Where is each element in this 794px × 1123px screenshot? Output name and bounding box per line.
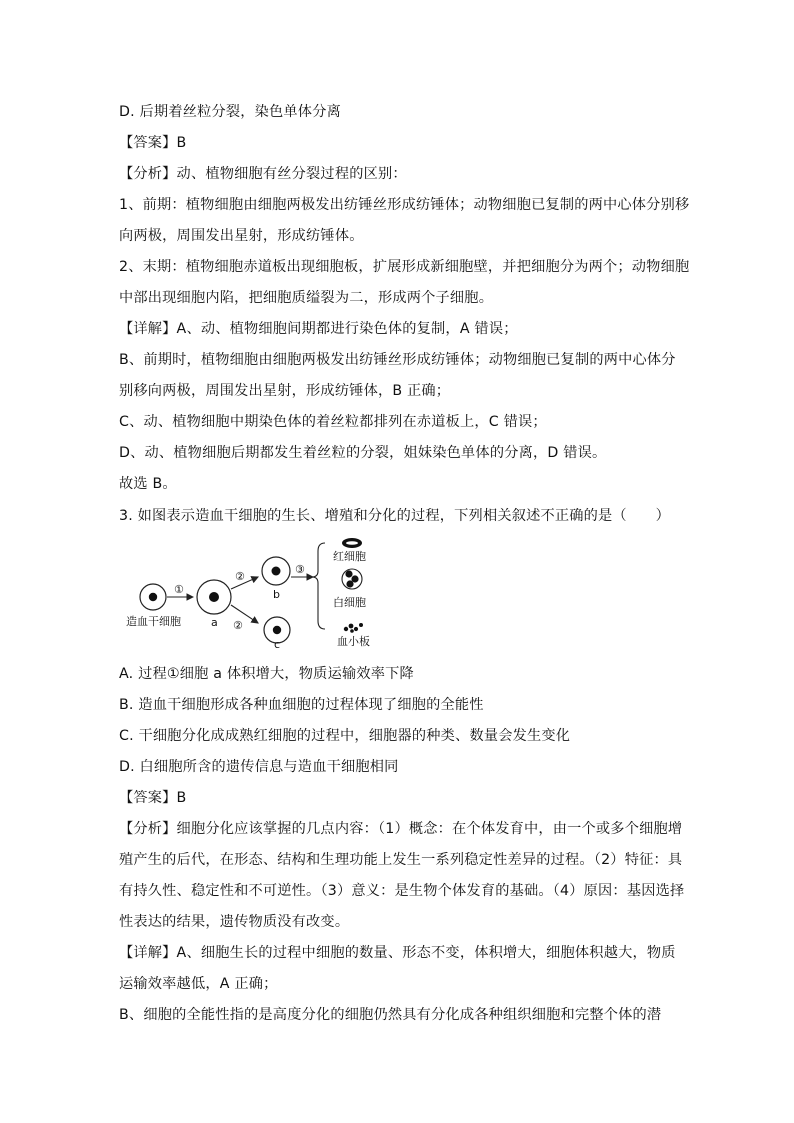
detail-text-line: 【详解】A、动、植物细胞间期都进行染色体的复制，A 错误； [119,321,518,337]
option-a: A. 过程①细胞 a 体积增大，物质运输效率下降 [119,666,414,682]
detail-text-line: 运输效率越低，A 正确； [119,976,278,992]
detail-text-line: C、动、植物细胞中期染色体的着丝粒都排列在赤道板上，C 错误； [119,414,547,430]
answer-label-2: 【答案】B [119,790,187,806]
hematopoiesis-diagram [119,537,399,649]
analysis-text-line: 向两极，周围发出星射，形成纺锤体。 [119,228,364,244]
question-3-stem: 3. 如图表示造血干细胞的生长、增殖和分化的过程，下列相关叙述不正确的是（ ） [119,508,670,524]
platelet-label: 血小板 [337,635,370,648]
red-blood-cell-icon [342,538,362,548]
analysis-heading-1: 【分析】动、植物细胞有丝分裂过程的区别： [119,166,407,182]
option-d: D. 白细胞所含的遗传信息与造血干细胞相同 [119,759,399,775]
analysis-text-line: 1、前期：植物细胞由细胞两极发出纺锤丝形成纺锤体；动物细胞已复制的两中心体分别移 [119,197,690,213]
detail-text-line: D、动、植物细胞后期都发生着丝粒的分裂，姐妹染色单体的分离，D 错误。 [119,445,607,461]
cell-c-label: c [274,638,281,649]
cell-b-icon [262,557,290,585]
white-blood-cell-label: 白细胞 [333,596,366,609]
step-2-top-label: ② [235,570,245,583]
detail-text-line: B、前期时，植物细胞由细胞两极发出纺锤丝形成纺锤体；动物细胞已复制的两中心体分 [119,352,676,368]
white-blood-cell-icon [342,569,362,589]
choice-conclusion: 故选 B。 [119,476,177,492]
answer-label-1: 【答案】B [119,135,187,151]
cell-b-label: b [273,588,280,601]
platelet-icon [344,623,363,633]
step-2-bottom-label: ② [233,619,243,632]
stem-cell-icon [140,584,166,610]
cell-a-label: a [211,616,218,629]
red-blood-cell-label: 红细胞 [333,550,366,563]
stem-cell-label: 造血干细胞 [126,615,181,628]
analysis-heading-2: 【分析】细胞分化应该掌握的几点内容：（1）概念：在个体发育中，由一个或多个细胞增 [119,821,683,837]
step-1-label: ① [174,583,184,596]
analysis-text-line: 中部出现细胞内陷，把细胞质缢裂为二，形成两个子细胞。 [119,290,494,306]
analysis-text-line: 有持久性、稳定性和不可逆性。（3）意义：是生物个体发育的基础。（4）原因：基因选择 [119,883,685,899]
detail-text-line: 别移向两极，周围发出星射，形成纺锤体，B 正确； [119,383,451,399]
detail-text-line: 【详解】A、细胞生长的过程中细胞的数量、形态不变，体积增大，细胞体积越大，物质 [119,945,676,961]
option-c: C. 干细胞分化成成熟红细胞的过程中，细胞器的种类、数量会发生变化 [119,728,571,744]
analysis-text-line: 性表达的结果，遗传物质没有改变。 [119,914,350,930]
analysis-text-line: 殖产生的后代，在形态、结构和生理功能上发生一系列稳定性差异的过程。（2）特征：具 [119,852,683,868]
detail-text-line: B、细胞的全能性指的是高度分化的细胞仍然具有分化成各种组织细胞和完整个体的潜 [119,1007,662,1023]
brace-icon [312,543,325,629]
step-3-label: ③ [295,563,305,576]
option-d-prev: D. 后期着丝粒分裂，染色单体分离 [119,104,341,120]
option-b: B. 造血干细胞形成各种血细胞的过程体现了细胞的全能性 [119,697,484,713]
analysis-text-line: 2、末期：植物细胞赤道板出现细胞板，扩展形成新细胞壁，并把细胞分为两个；动物细胞 [119,259,690,275]
cell-a-icon [197,580,231,614]
